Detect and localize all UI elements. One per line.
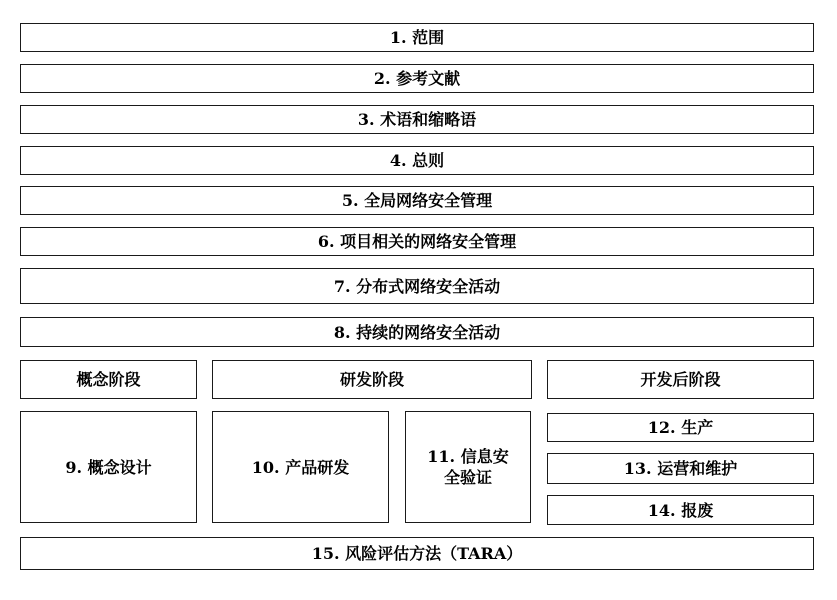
section-8-label: 8. 持续的网络安全活动 (333, 322, 501, 342)
section-3-terms (20, 105, 814, 134)
phase-post-development (547, 360, 814, 399)
section-11-label: 11. 信息安全验证 (427, 447, 509, 487)
section-8-continual-activities (20, 317, 814, 347)
section-7-label: 7. 分布式网络安全活动 (333, 276, 501, 296)
section-2-label: 2. 参考文献 (373, 69, 461, 88)
section-14-label: 14. 报废 (647, 500, 714, 520)
phase-development (212, 360, 532, 399)
section-5-label: 5. 全局网络安全管理 (341, 191, 493, 210)
section-6-project-management (20, 227, 814, 256)
section-9-label: 9. 概念设计 (65, 457, 152, 477)
section-12-production (547, 413, 814, 442)
section-13-label: 13. 运营和维护 (623, 459, 738, 478)
phase-development-label: 研发阶段 (339, 370, 404, 389)
section-12-label: 12. 生产 (647, 418, 714, 437)
section-10-label: 10. 产品研发 (251, 457, 350, 477)
phase-post-development-label: 开发后阶段 (640, 370, 721, 389)
section-2-references (20, 64, 814, 93)
section-10-product-development (212, 411, 389, 523)
section-6-label: 6. 项目相关的网络安全管理 (317, 232, 517, 251)
section-15-label: 15. 风险评估方法（TARA） (311, 544, 523, 563)
section-13-operations-maintenance (547, 453, 814, 484)
section-4-label: 4. 总则 (389, 151, 445, 170)
section-5-overall-management (20, 186, 814, 215)
phase-concept-label: 概念阶段 (76, 370, 141, 389)
section-4-general (20, 146, 814, 175)
section-11-validation (405, 411, 531, 523)
section-3-label: 3. 术语和缩略语 (357, 110, 477, 129)
section-14-decommissioning (547, 495, 814, 525)
section-1-scope (20, 23, 814, 52)
section-15-tara (20, 537, 814, 570)
section-9-concept-design (20, 411, 197, 523)
section-1-label: 1. 范围 (389, 28, 445, 47)
section-7-distributed-activities (20, 268, 814, 304)
phase-concept (20, 360, 197, 399)
